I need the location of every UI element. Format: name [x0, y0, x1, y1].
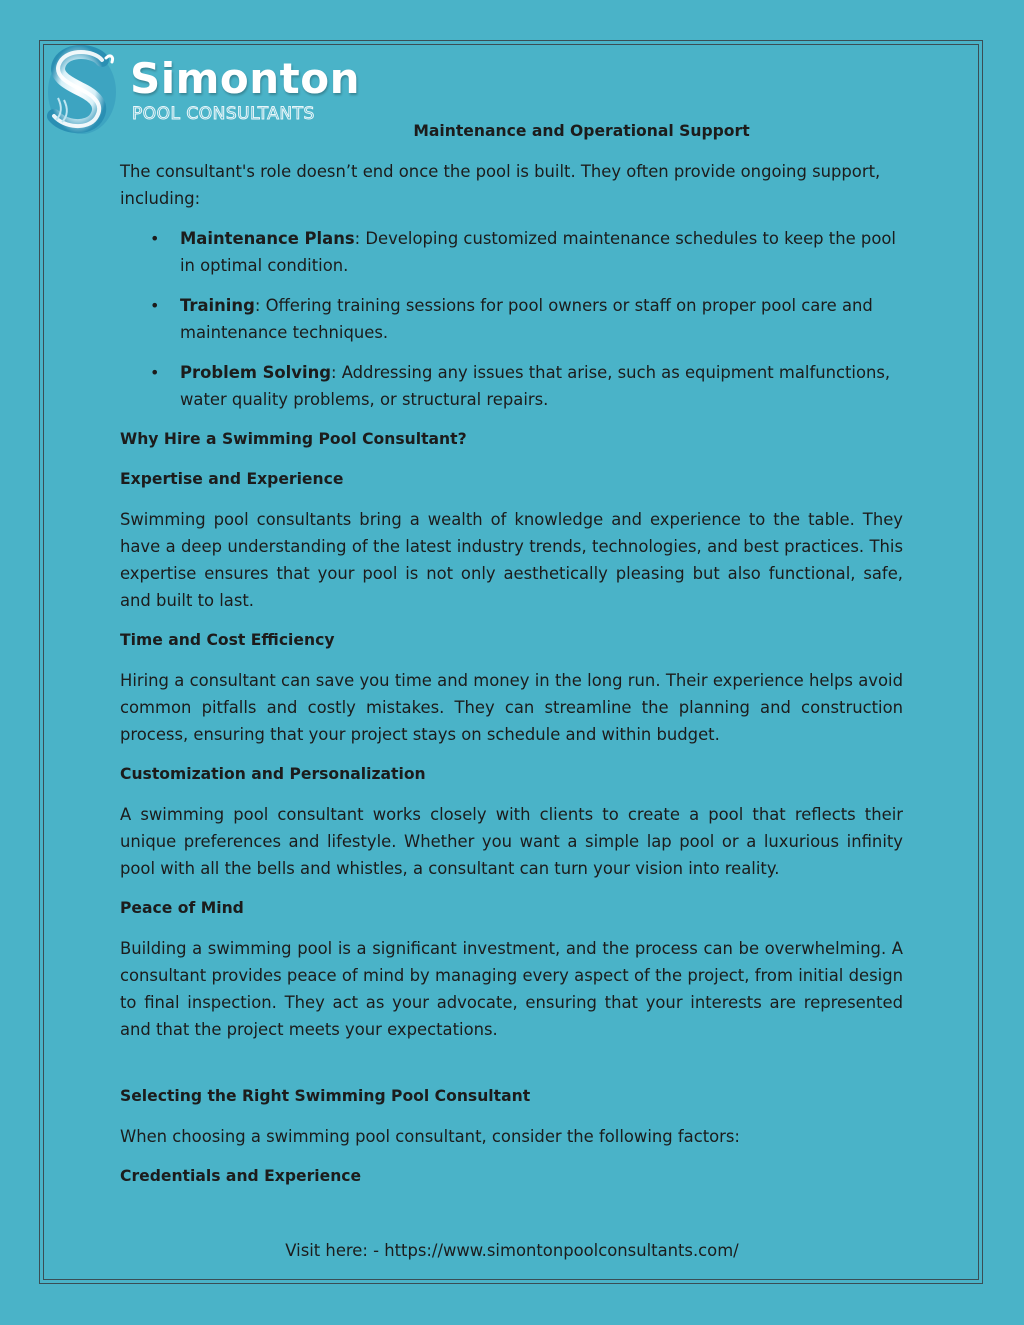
- selecting-heading: Selecting the Right Swimming Pool Consultant: [120, 1087, 531, 1105]
- list-item-term: Training: [180, 296, 255, 315]
- intro-paragraph: The consultant's role doesn’t end once the pool is built. They often provide ongoing support, including:: [120, 162, 881, 208]
- list-item-term: Problem Solving: [180, 363, 331, 382]
- support-list: [120, 225, 903, 413]
- list-item-term: Maintenance Plans: [180, 229, 355, 248]
- section-heading: Peace of Mind: [120, 899, 244, 917]
- section-title: Maintenance and Operational Support: [413, 122, 750, 140]
- list-item-text: : Offering training sessions for pool owners or staff on proper pool care and maintenance techniques.: [180, 296, 873, 342]
- document-body: [120, 118, 903, 1203]
- section-heading: Customization and Personalization: [120, 765, 426, 783]
- list-item: [180, 292, 903, 346]
- credentials-heading: Credentials and Experience: [120, 1167, 362, 1185]
- section-heading: Expertise and Experience: [120, 470, 344, 488]
- section-body: Building a swimming pool is a significant investment, and the process can be overwhelming. A consultant provides peace of mind by managing every aspect of the project, from initial design to final inspection. They act as your advocate, ensuring that your interests are represented and that the project meets your expectations.: [120, 939, 903, 1039]
- list-item: [180, 225, 903, 279]
- spacer: [120, 1056, 903, 1083]
- swan-s-logo-icon: [44, 44, 124, 136]
- section-body: Swimming pool consultants bring a wealth of knowledge and experience to the table. They have a deep understanding of the latest industry trends, technologies, and best practices. This expertise ensures that your pool is not only aesthetically pleasing but also functional, safe, and built to last.: [120, 510, 903, 610]
- logo-subtitle: POOL CONSULTANTS: [132, 104, 315, 124]
- why-heading: Why Hire a Swimming Pool Consultant?: [120, 430, 467, 448]
- list-item-text: : Addressing any issues that arise, such as equipment malfunctions, water quality problems, or structural repairs.: [180, 363, 891, 409]
- section-body: A swimming pool consultant works closely with clients to create a pool that reflects their unique preferences and lifestyle. Whether you want a simple lap pool or a luxurious infinity pool with all the bells and whistles, a consultant can turn your vision into reality.: [120, 805, 903, 878]
- section-heading: Time and Cost Efficiency: [120, 631, 335, 649]
- selecting-intro: When choosing a swimming pool consultant, consider the following factors:: [120, 1127, 740, 1146]
- logo-name: Simonton: [130, 54, 360, 103]
- list-item-text: : Developing customized maintenance schedules to keep the pool in optimal condition.: [180, 229, 896, 275]
- footer-link[interactable]: Visit here: - https://www.simontonpoolconsultants.com/: [285, 1241, 739, 1260]
- list-item: [180, 359, 903, 413]
- section-body: Hiring a consultant can save you time and money in the long run. Their experience helps avoid common pitfalls and costly mistakes. They can streamline the planning and construction process, ensuring that your project stays on schedule and within budget.: [120, 671, 903, 744]
